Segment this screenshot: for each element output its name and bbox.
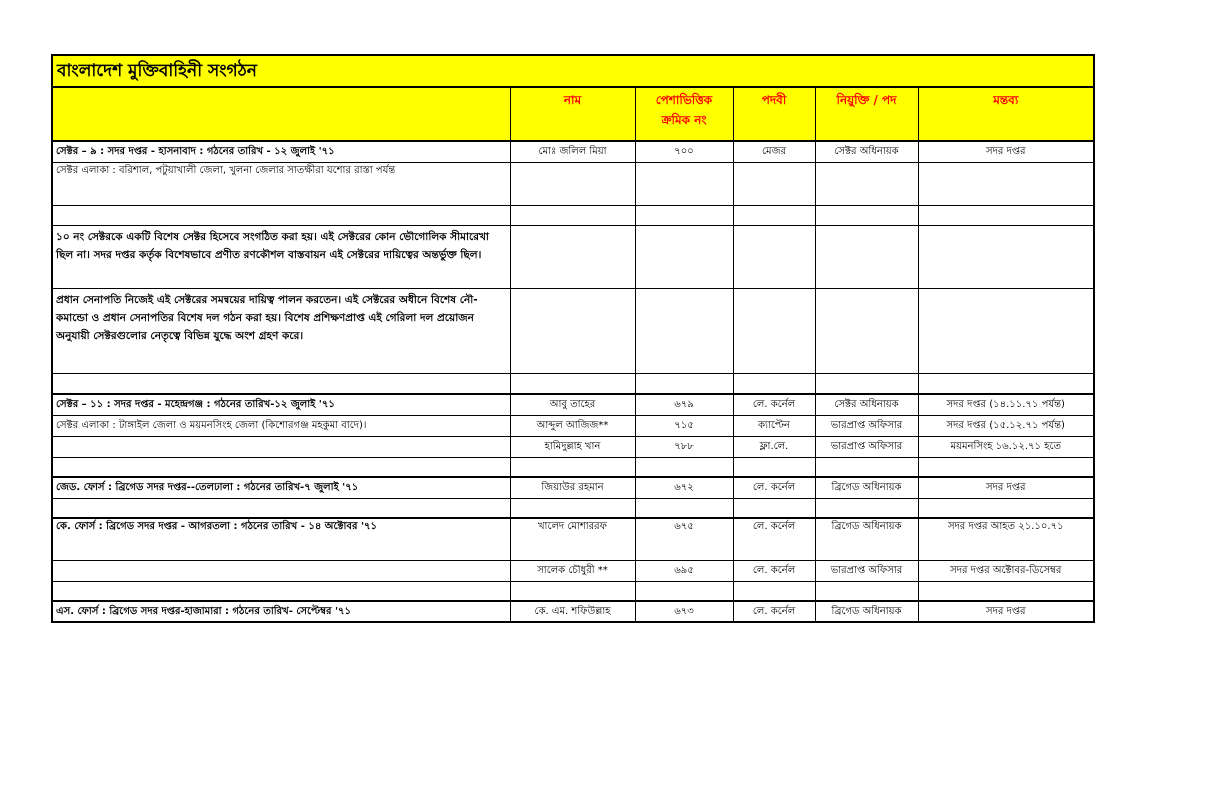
kforce-serial: ৬৭৫ xyxy=(635,518,733,560)
header-serial xyxy=(635,87,733,141)
sector9-serial: ৭০০ xyxy=(635,141,733,162)
sector11-name: আবু তাহের xyxy=(510,394,635,415)
table-row xyxy=(52,477,1094,498)
header-remarks: মন্তব্য xyxy=(918,87,1094,141)
table-row xyxy=(52,415,1094,436)
table-row xyxy=(52,601,1094,622)
kforce-remarks: সদর দপ্তর অক্টোবর-ডিসেম্বর xyxy=(918,560,1094,581)
sforce-remarks: সদর দপ্তর xyxy=(918,601,1094,622)
sector11-rank: লে. কর্নেল xyxy=(733,394,815,415)
sforce-name: কে. এম. শফিউল্লাহ xyxy=(510,601,635,622)
sector11-remarks: সদর দপ্তর (১৫.১২.৭১ পর্যন্ত) xyxy=(918,415,1094,436)
table-row xyxy=(52,498,1094,518)
sector11-area: সেক্টর এলাকা : টাঙ্গাইল জেলা ও ময়মনসিংহ জেলা (কিশোরগঞ্জ মহকুমা বাদে)। xyxy=(52,415,510,436)
kforce-appointment: ভারপ্রাপ্ত অফিসার xyxy=(815,560,918,581)
sector9-area: সেক্টর এলাকা : বরিশাল, পটুয়াখালী জেলা, খুলনা জেলার সাতক্ষীরা যশোর রাস্তা পর্যন্ত xyxy=(52,162,510,205)
title-row xyxy=(52,55,1094,87)
kforce-remarks: সদর দপ্তর আহত ২১.১০.৭১ xyxy=(918,518,1094,560)
zforce-serial: ৬৭২ xyxy=(635,477,733,498)
sector11-heading: সেক্টর – ১১ : সদর দপ্তর - মহেন্দ্রগঞ্জ : গঠনের তারিখ-১২ জুলাই '৭১ xyxy=(52,394,510,415)
table-row xyxy=(52,205,1094,225)
sector11-name: আব্দুল আজিজ** xyxy=(510,415,635,436)
kforce-serial: ৬৯৫ xyxy=(635,560,733,581)
zforce-heading: জেড. ফোর্স : ব্রিগেড সদর দপ্তর--তেলঢালা : গঠনের তারিখ-৭ জুলাই '৭১ xyxy=(52,477,510,498)
sforce-appointment: ব্রিগেড অধিনায়ক xyxy=(815,601,918,622)
table-row xyxy=(52,436,1094,457)
header-serial-line2: ক্রমিক নং xyxy=(661,113,707,127)
table-row xyxy=(52,457,1094,477)
sector11-name: হামিদুল্লাহ খান xyxy=(510,436,635,457)
table-row xyxy=(52,373,1094,394)
kforce-rank: লে. কর্নেল xyxy=(733,518,815,560)
sforce-heading: এস. ফোর্স : ব্রিগেড সদর দপ্তর-হাজামারা : গঠনের তারিখ- সেপ্টেম্বর '৭১ xyxy=(52,601,510,622)
header-blank xyxy=(52,87,510,141)
sector11-remarks: ময়মনসিংহ ১৬.১২.৭১ হতে xyxy=(918,436,1094,457)
sector11-serial: ৭৮৮ xyxy=(635,436,733,457)
sector11-appointment: সেক্টর অধিনায়ক xyxy=(815,394,918,415)
table-row xyxy=(52,560,1094,581)
kforce-appointment: ব্রিগেড অধিনায়ক xyxy=(815,518,918,560)
zforce-appointment: ব্রিগেড অধিনায়ক xyxy=(815,477,918,498)
sector11-rank: ক্যাপ্টেন xyxy=(733,415,815,436)
table-row xyxy=(52,141,1094,162)
sector9-remarks: সদর দপ্তর xyxy=(918,141,1094,162)
sector10-para1: ১০ নং সেক্টরকে একটি বিশেষ সেক্টর হিসেবে সংগঠিত করা হয়। এই সেক্টরের কোন ভৌগোলিক সীমারেখা ছিল না। সদর দপ্তর কর্তৃক বিশেষভাবে প্রণীত রণকৌশল বাস্তবায়ন এই সেক্টরের দায়িত্বের অন্তর্ভুক্ত ছিল। xyxy=(52,225,510,288)
sector11-remarks: সদর দপ্তর (১৪.১১.৭১ পর্যন্ত) xyxy=(918,394,1094,415)
header-name: নাম xyxy=(510,87,635,141)
table-row xyxy=(52,581,1094,601)
sector11-serial: ৭১৫ xyxy=(635,415,733,436)
table-row xyxy=(52,394,1094,415)
kforce-name: সালেক চৌধুরী ** xyxy=(510,560,635,581)
sector9-rank: মেজর xyxy=(733,141,815,162)
kforce-name: খালেদ মোশাররফ xyxy=(510,518,635,560)
kforce-rank: লে. কর্নেল xyxy=(733,560,815,581)
kforce-heading: কে. ফোর্স : ব্রিগেড সদর দপ্তর - আগরতলা : গঠনের তারিখ - ১৪ অক্টোবর '৭১ xyxy=(52,518,510,560)
sector9-heading: সেক্টর – ৯ : সদর দপ্তর - হাসনাবাদ : গঠনের তারিখ - ১২ জুলাই '৭১ xyxy=(52,141,510,162)
zforce-name: জিয়াউর রহমান xyxy=(510,477,635,498)
sector9-name: মোঃ জলিল মিয়া xyxy=(510,141,635,162)
header-row xyxy=(52,87,1094,141)
header-serial-line1: পেশাভিত্তিক xyxy=(655,93,713,107)
sforce-serial: ৬৭৩ xyxy=(635,601,733,622)
sector9-appointment: সেক্টর অধিনায়ক xyxy=(815,141,918,162)
sforce-rank: লে. কর্নেল xyxy=(733,601,815,622)
organization-table xyxy=(51,54,1095,623)
sector10-para2: প্রধান সেনাপতি নিজেই এই সেক্টরের সমন্বয়ের দায়িত্ব পালন করতেন। এই সেক্টরের অধীনে বিশেষ নৌ-কমান্ডো ও প্রধান সেনাপতির বিশেষ দল গঠন করা হয়। বিশেষ প্রশিক্ষণপ্রাপ্ত এই গেরিলা দল প্রয়োজন অনুযায়ী সেক্টরগুলোর নেতৃত্বে বিভিন্ন যুদ্ধে অংশ গ্রহণ করে। xyxy=(52,288,510,373)
sector11-appointment: ভারপ্রাপ্ত অফিসার xyxy=(815,415,918,436)
header-rank: পদবী xyxy=(733,87,815,141)
table-row xyxy=(52,162,1094,205)
zforce-remarks: সদর দপ্তর xyxy=(918,477,1094,498)
sector11-serial: ৬৭৯ xyxy=(635,394,733,415)
header-appointment: নিয়ুক্তি / পদ xyxy=(815,87,918,141)
table-row xyxy=(52,225,1094,288)
sector11-appointment: ভারপ্রাপ্ত অফিসার xyxy=(815,436,918,457)
zforce-rank: লে. কর্নেল xyxy=(733,477,815,498)
sector11-rank: ফ্লা.লে. xyxy=(733,436,815,457)
sheet-title: বাংলাদেশ মুক্তিবাহিনী সংগঠন xyxy=(52,55,1094,87)
table-row xyxy=(52,288,1094,373)
table-row xyxy=(52,518,1094,560)
